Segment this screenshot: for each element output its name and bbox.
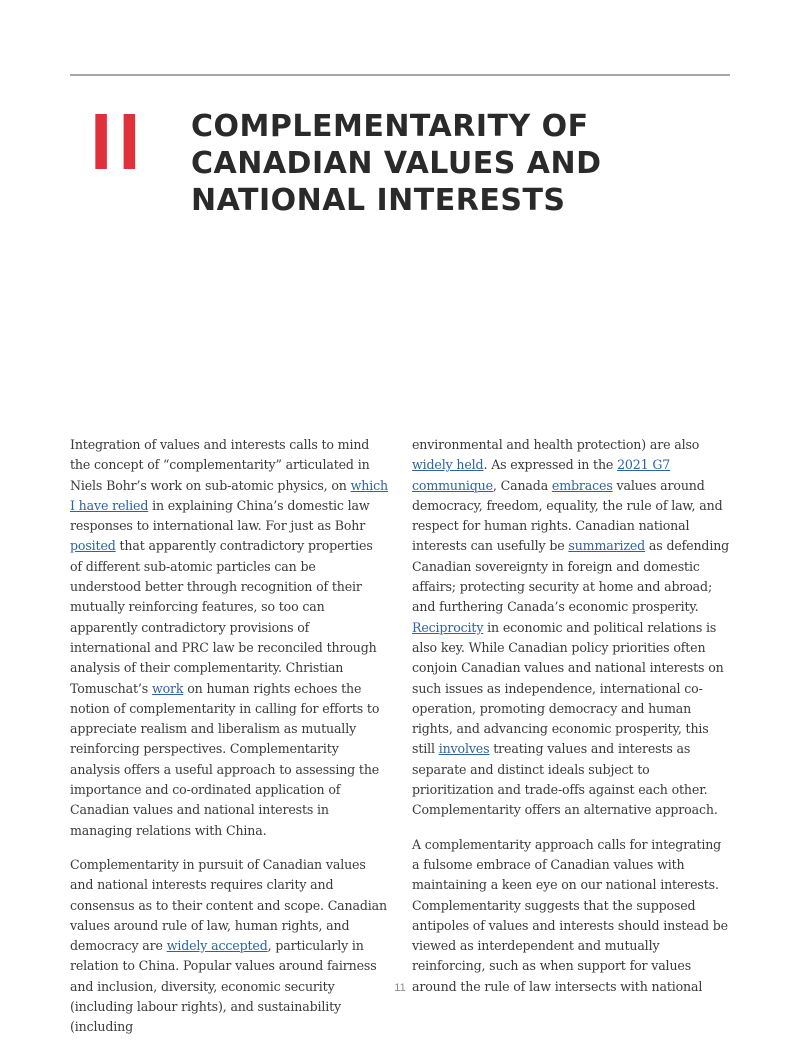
- paragraph: A complementarity approach calls for integrating a fulsome embrace of Canadian values with maintaining a keen eye on our national interests. Complementarity suggests that the supposed antipoles of values and interests should instead be viewed as interdependent and mutually reinforcing, such as when support for values around the rule of law intersects with national: [412, 836, 728, 994]
- right-column: [412, 435, 730, 1011]
- link-which-i-have-relied[interactable]: which I have relied: [70, 477, 388, 513]
- section-numeral: II: [90, 97, 147, 186]
- title-line: NATIONAL INTERESTS: [191, 183, 566, 218]
- link-widely-accepted[interactable]: widely accepted: [166, 938, 268, 954]
- link-embraces[interactable]: embraces: [551, 477, 613, 493]
- link-involves[interactable]: involves: [438, 741, 490, 757]
- link-g7-communique[interactable]: 2021 G7 communique: [412, 457, 671, 493]
- header-rule: [70, 74, 730, 76]
- link-widely-held[interactable]: widely held: [412, 457, 484, 473]
- left-column: [70, 435, 388, 1052]
- paragraph: Integration of values and interests calls to mind the concept of “complementarity” articulated in Niels Bohr’s work on sub-atomic physics, on which I have relied in explaining China’s domestic law responses to international law. For just as Bohr posited that apparently contradictory properties of different sub-atomic particles can be understood better through recognition of their mutually reinforcing features, so too can apparently contradictory provisions of international and PRC law be reconciled through analysis of their complementarity. Christian Tomuschat’s work on human rights echoes the notion of complementarity in calling for efforts to appreciate realism and liberalism as mutually reinforcing perspectives. Complementarity analysis offers a useful approach to assessing the importance and co-ordinated application of Canadian values and national interests in managing relations with China.: [70, 437, 388, 838]
- link-posited[interactable]: posited: [70, 538, 116, 554]
- link-summarized[interactable]: summarized: [568, 538, 646, 554]
- link-reciprocity[interactable]: Reciprocity: [412, 619, 484, 635]
- section-title: [191, 108, 711, 219]
- link-work[interactable]: work: [151, 680, 184, 696]
- paragraph: Complementarity in pursuit of Canadian values and national interests requires clarity and consensus as to their content and scope. Canadian values around rule of law, human rights, and democracy are widely accepted, particularly in relation to China. Popular values around fairness and inclusion, diversity, economic security (including labour rights), and sustainability (including: [70, 856, 387, 1035]
- title-line: COMPLEMENTARITY OF: [191, 109, 589, 144]
- title-line: CANADIAN VALUES AND: [191, 146, 602, 181]
- paragraph: environmental and health protection) are also widely held. As expressed in the 2021 G7 communique, Canada embraces values around democracy, freedom, equality, the rule of law, and respect for human rights. Canadian national interests can usefully be summarized as defending Canadian sovereignty in foreign and domestic affairs; protecting security at home and abroad; and furthering Canada’s economic prosperity. Reciprocity in economic and political relations is also key. While Canadian policy priorities often conjoin Canadian values and national interests on such issues as independence, international co-operation, promoting democracy and human rights, and advancing economic prosperity, this still involves treating values and interests as separate and distinct ideals subject to prioritization and trade-offs against each other. Complementarity offers an alternative approach.: [412, 437, 730, 818]
- page-number: 11: [394, 982, 406, 994]
